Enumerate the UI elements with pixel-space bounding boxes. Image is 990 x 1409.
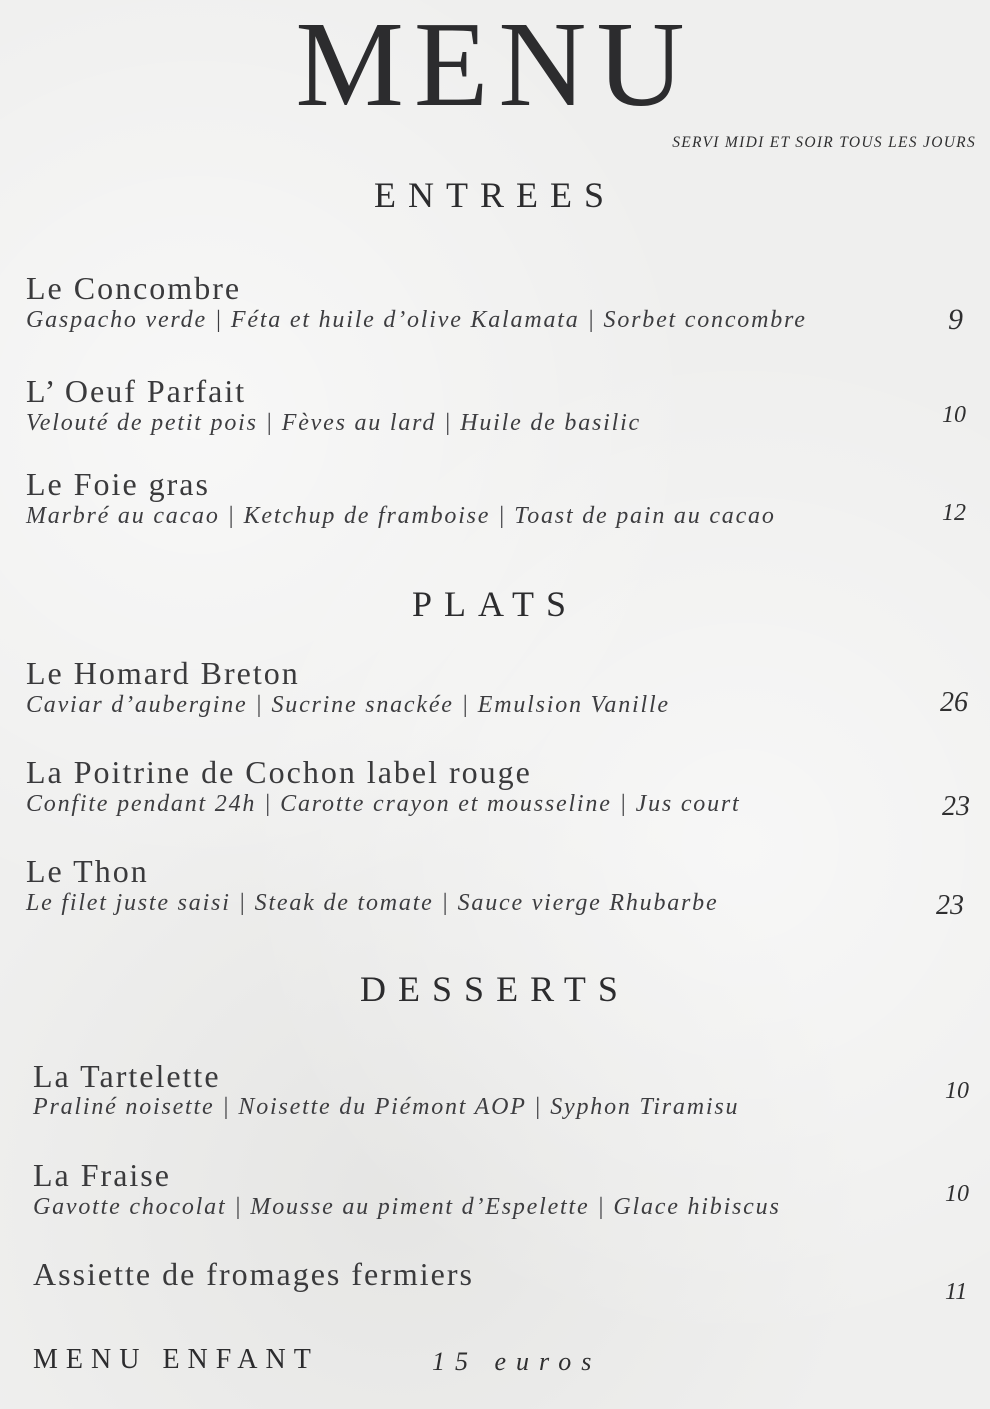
dish-name: Le Homard Breton [26,655,300,691]
section-heading-entrees: ENTREES [374,175,616,215]
dish-price: 11 [945,1279,968,1305]
dish-price: 26 [940,687,968,718]
dish-price: 10 [945,1181,969,1207]
dish-price: 10 [942,402,966,428]
dish-description: Praliné noisette | Noisette du Piémont AOP | Syphon Tiramisu [33,1094,740,1120]
dish-price: 12 [942,500,966,526]
section-heading-desserts: DESSERTS [360,969,630,1009]
dish-description: Marbré au cacao | Ketchup de framboise | Toast de pain au cacao [26,503,776,529]
dish-price: 9 [948,303,963,336]
dish-name: Le Foie gras [26,466,210,502]
section-heading-plats: PLATS [411,584,579,624]
dish-name: La Fraise [33,1157,171,1193]
dish-description: Caviar d’aubergine | Sucrine snackée | Emulsion Vanille [26,692,670,718]
dish-name: La Tartelette [33,1058,221,1094]
dish-name: La Poitrine de Cochon label rouge [26,754,532,790]
dish-price: 23 [936,890,964,921]
kids-menu-label: MENU ENFANT [33,1344,319,1375]
kids-menu-price: 15 euros [432,1347,602,1376]
service-tagline: SERVI MIDI ET SOIR TOUS LES JOURS [672,134,976,151]
dish-description: Gavotte chocolat | Mousse au piment d’Espelette | Glace hibiscus [33,1194,781,1220]
dish-name: L’ Oeuf Parfait [26,373,247,409]
dish-name: Assiette de fromages fermiers [33,1256,474,1292]
menu-title: MENU [295,0,695,132]
dish-description: Le filet juste saisi | Steak de tomate | Sauce vierge Rhubarbe [26,890,719,916]
dish-description: Confite pendant 24h | Carotte crayon et mousseline | Jus court [26,791,741,817]
dish-name: Le Thon [26,853,149,889]
dish-description: Gaspacho verde | Féta et huile d’olive Kalamata | Sorbet concombre [26,307,807,333]
dish-description: Velouté de petit pois | Fèves au lard | Huile de basilic [26,410,641,436]
dish-name: Le Concombre [26,270,242,306]
dish-price: 23 [942,791,970,822]
dish-price: 10 [945,1078,969,1104]
